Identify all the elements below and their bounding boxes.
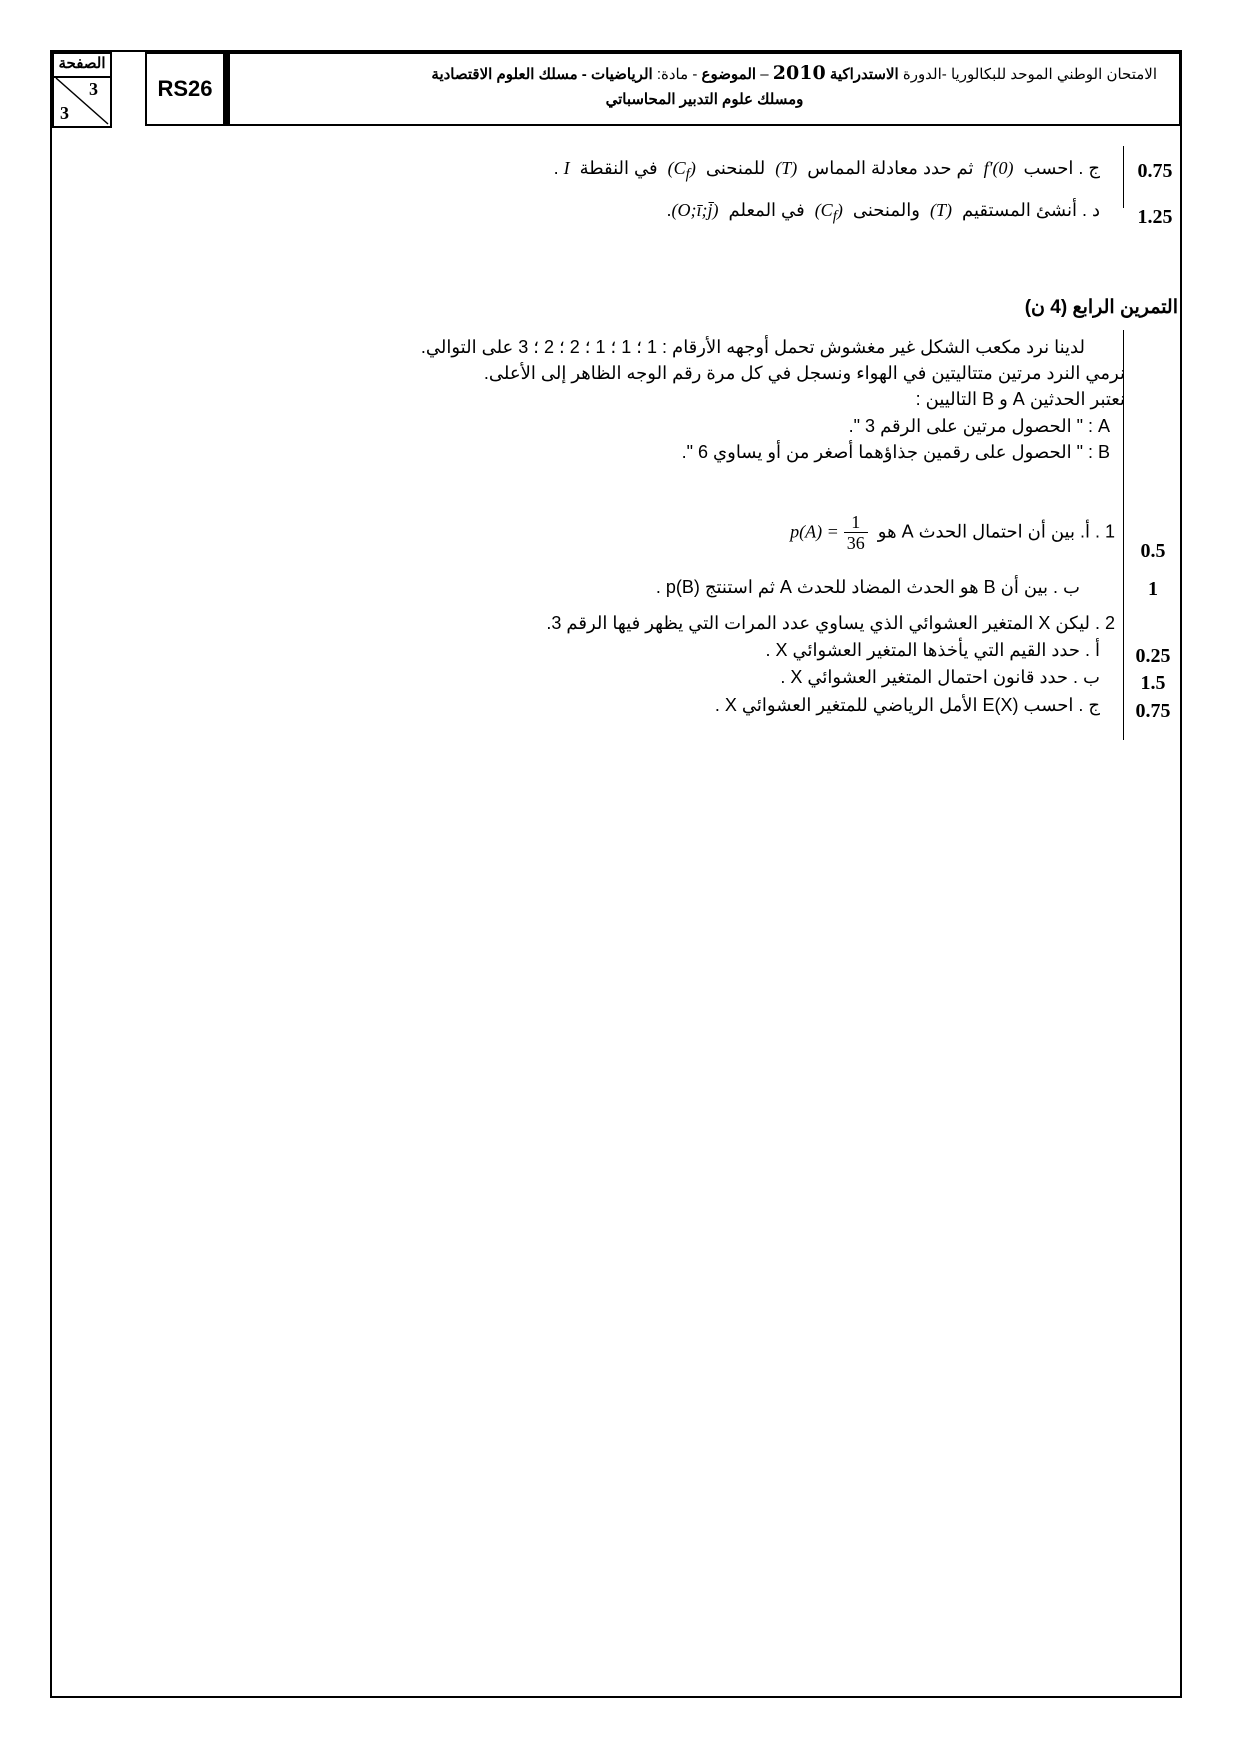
question-2: 2 . ليكن X المتغير العشوائي الذي يساوي عدد المرات التي يظهر فيها الرقم 3.	[546, 613, 1115, 633]
text: ثم حدد معادلة المماس	[807, 158, 974, 178]
question-2b: ب . حدد قانون احتمال المتغير العشوائي X .	[780, 667, 1100, 687]
title-track: الرياضيات - مسلك العلوم الاقتصادية	[431, 66, 653, 83]
title-part: - مادة:	[652, 66, 702, 83]
exercise-title: التمرين الرابع (4 ن)	[1024, 297, 1178, 318]
item-c-text: ج . احسب f′(0) ثم حدد معادلة المماس (T) للمنحنى $(C_f)$ في النقطة I .	[553, 158, 1100, 183]
exercise-intro-2: نرمي النرد مرتين متتاليتين في الهواء ونسجل في كل مرة رقم الوجه الظاهر إلى الأعلى.	[483, 363, 1125, 383]
math: I	[563, 158, 570, 178]
fraction	[844, 512, 868, 553]
event-a: A : " الحصول مرتين على الرقم 3 ".	[848, 416, 1110, 436]
exam-title-box	[225, 52, 1181, 126]
math: p(A) =	[790, 521, 839, 542]
title-sep: –	[756, 66, 773, 83]
score-q2a: 0.25	[1135, 645, 1171, 667]
fraction-numerator: 1	[844, 512, 868, 533]
math: (T)	[929, 200, 952, 220]
exam-code: RS26	[145, 52, 225, 126]
question-1a	[790, 512, 1115, 553]
page-number: 3	[89, 79, 98, 99]
title-session: الاستدراكية	[829, 66, 899, 83]
math-pA	[790, 512, 868, 553]
text: للمنحنى	[705, 158, 766, 178]
exercise-intro-3: نعتبر الحدثين A و B التاليين :	[915, 389, 1125, 409]
score-divider	[1123, 146, 1124, 208]
math-sub: f	[832, 208, 837, 225]
page-frame	[50, 50, 1182, 1698]
math: f′(0)	[983, 158, 1014, 178]
math: (C	[667, 158, 686, 178]
item-d-text: د . أنشئ المستقيم (T) والمنحنى $(C_f)$ في المعلم (O;ī;j̄).	[666, 200, 1100, 225]
score-item-d: 1.25	[1137, 206, 1173, 228]
exam-title-line1	[431, 62, 1157, 84]
text: ج . احسب	[1023, 158, 1100, 178]
text: في المعلم	[728, 200, 805, 220]
title-subject-label: الموضوع	[701, 66, 757, 83]
question-2a: أ . حدد القيم التي يأخذها المتغير العشوائي X .	[765, 640, 1100, 660]
score-q2b: 1.5	[1140, 672, 1166, 694]
page-total: 3	[60, 103, 69, 123]
fraction-denominator: 36	[846, 533, 865, 553]
math-frame: (O;ī;j̄)	[671, 200, 719, 220]
exercise-intro-1: لدينا نرد مكعب الشكل غير مغشوش تحمل أوجهه الأرقام : 1 ؛ 1 ؛ 1 ؛ 2 ؛ 2 ؛ 3 على التوالي.	[420, 337, 1085, 357]
question-2c: ج . احسب E(X) الأمل الرياضي للمتغير العشوائي X .	[714, 695, 1100, 715]
text: 1 . أ. بين أن احتمال الحدث A هو	[877, 521, 1115, 542]
event-b: B : " الحصول على رقمين جذاؤهما أصغر من أو يساوي 6 ".	[681, 442, 1110, 462]
text: والمنحنى	[852, 200, 920, 220]
score-q2c: 0.75	[1135, 700, 1171, 722]
text: د . أنشئ المستقيم	[962, 200, 1100, 220]
math-cf: $(C_f)$	[667, 158, 696, 183]
title-year: 2010	[772, 62, 826, 84]
text: في النقطة	[579, 158, 658, 178]
score-q1b: 1	[1148, 578, 1158, 600]
question-1b: ب . بين أن B هو الحدث المضاد للحدث A ثم استنتج p(B) .	[655, 577, 1080, 597]
math-cf: $(C_f)$	[814, 200, 843, 225]
score-q1a: 0.5	[1140, 540, 1166, 562]
exam-title-line2: ومسلك علوم التدبير المحاسباتي	[605, 91, 804, 108]
math: (T)	[775, 158, 798, 178]
score-item-c: 0.75	[1137, 160, 1173, 182]
page-number-box	[52, 52, 112, 128]
math: (C	[814, 200, 833, 220]
math-sub: f	[685, 166, 690, 183]
page-label: الصفحة	[54, 54, 110, 78]
title-part: الامتحان الوطني الموحد للبكالوريا -الدورة	[898, 66, 1157, 83]
